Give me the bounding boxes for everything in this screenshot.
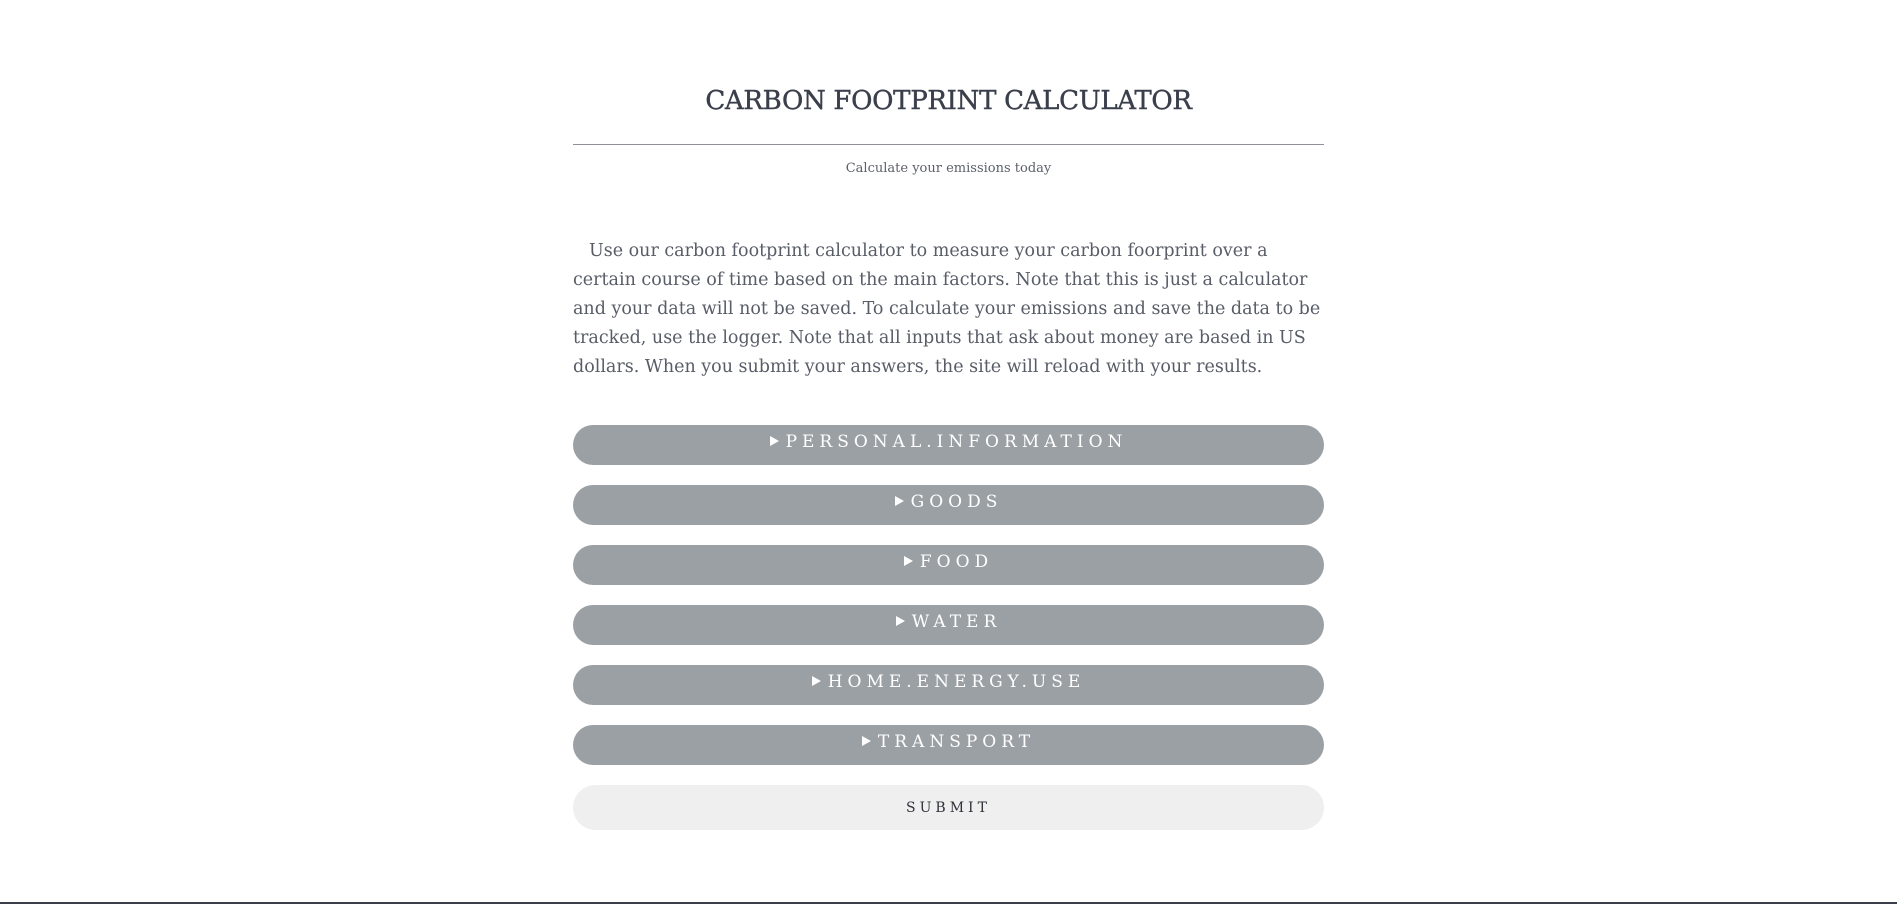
section-header: [573, 432, 1324, 452]
section-transport[interactable]: [573, 725, 1324, 765]
title-divider: [573, 144, 1324, 145]
footer-divider: [0, 902, 1897, 904]
section-header: [573, 552, 1324, 572]
section-header: [573, 612, 1324, 632]
caret-right-icon: [895, 496, 904, 506]
section-label: TRANSPORT: [877, 732, 1036, 752]
section-label: HOME.ENERGY.USE: [827, 672, 1086, 692]
caret-right-icon: [770, 436, 779, 446]
section-label: FOOD: [919, 552, 994, 572]
caret-right-icon: [904, 556, 913, 566]
section-food[interactable]: [573, 545, 1324, 585]
intro-paragraph: Use our carbon footprint calculator to measure your carbon foorprint over a certain course of time based on the main factors. Note that this is just a calculator and your data will not be saved. To calculate your emissions and save the data to be tracked, use the logger. Note that all inputs that ask about money are based in US dollars. When you submit your answers, the site will reload with your results.: [573, 241, 1321, 377]
section-header: [573, 492, 1324, 512]
section-personal-information[interactable]: [573, 425, 1324, 465]
caret-right-icon: [812, 676, 821, 686]
section-label: PERSONAL.INFORMATION: [785, 432, 1128, 452]
section-goods[interactable]: [573, 485, 1324, 525]
caret-right-icon: [862, 736, 871, 746]
section-header: [573, 672, 1324, 692]
page-title: CARBON FOOTPRINT CALCULATOR: [705, 86, 1192, 116]
section-label: WATER: [911, 612, 1002, 632]
section-header: [573, 732, 1324, 752]
section-label: GOODS: [910, 492, 1003, 512]
section-home-energy-use[interactable]: [573, 665, 1324, 705]
page-subtitle: Calculate your emissions today: [845, 161, 1052, 176]
caret-right-icon: [896, 616, 905, 626]
section-water[interactable]: [573, 605, 1324, 645]
submit-button[interactable]: SUBMIT: [573, 785, 1324, 830]
